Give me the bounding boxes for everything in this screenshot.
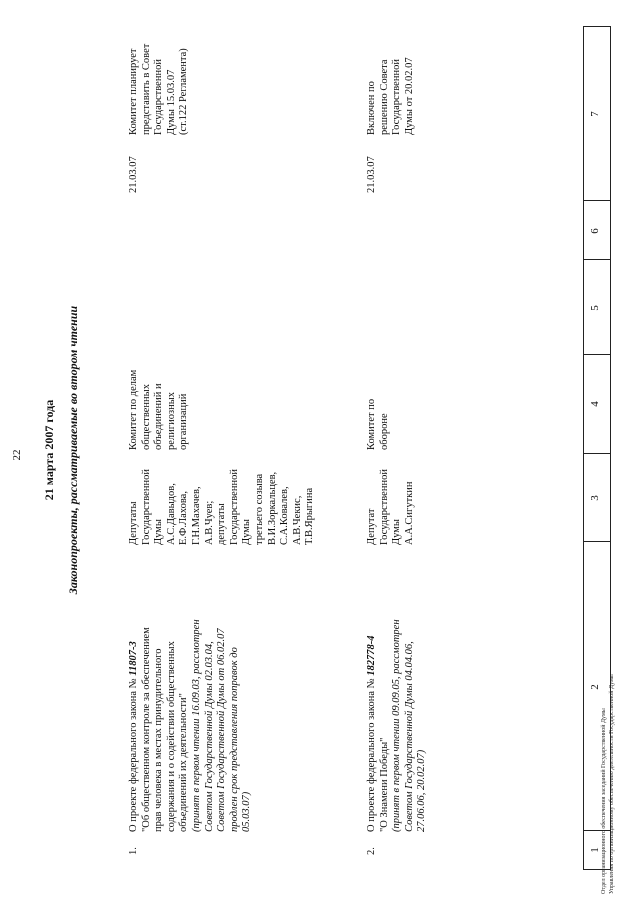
bill-title-line: прав человека в местах принудительного <box>153 648 165 832</box>
col-divider <box>583 259 611 260</box>
row-number: 1. <box>128 847 139 855</box>
column-number-3: 3 <box>589 495 601 501</box>
responsible-committee: Комитет по делам общественных объединений и религиозных организаций <box>128 369 190 450</box>
note: Комитет планирует представить в Совет Государственной Думы 15.03.07 (ст.122 Регламента) <box>128 43 190 135</box>
column-number-6: 6 <box>589 228 601 234</box>
column-number-4: 4 <box>589 401 601 407</box>
bill-history-line: Советом Государственной Думы 02.03.04, <box>203 641 215 832</box>
bill-title-line: О проекте федерального закона № 11807-3 <box>128 641 139 832</box>
bill-title-line: объединений их деятельности" <box>178 693 190 832</box>
bill-number: 11807-3 <box>128 641 139 676</box>
authors: Депутат Государственной Думы А.А.Сигуткин <box>366 469 415 545</box>
bill-title-line: О проекте федерального закона № 182778-4 <box>366 635 377 832</box>
bill-history-line: 05.03.07) <box>241 791 253 832</box>
bill-description <box>366 619 429 832</box>
footer <box>600 674 616 894</box>
col-divider <box>583 200 611 201</box>
section-heading: Законопроекты, рассматриваемые во втором чтении <box>66 305 80 595</box>
column-number-1: 1 <box>589 847 601 853</box>
footer-line: Управления по организационному обеспечению деятельности Государственной Думы <box>609 674 615 894</box>
review-date: 21.03.07 <box>128 156 139 193</box>
header-top-border <box>583 27 584 870</box>
column-number-2: 2 <box>589 684 601 690</box>
responsible-committee: Комитет по обороне <box>366 398 390 450</box>
bill-history-line: продлен срок представления поправок до <box>228 647 240 832</box>
col-divider <box>583 26 611 27</box>
page-number: 22 <box>11 449 23 461</box>
bill-history-line: Советом Государственной Думы 04.04.06, <box>403 641 415 832</box>
bill-history-line: (принят в первом чтении 16.09.03, рассмотрен <box>190 619 202 832</box>
column-number-5: 5 <box>589 305 601 311</box>
footer-line: Отдел организационного обеспечения заседаний Государственной Думы <box>601 708 607 894</box>
col-divider <box>583 453 611 454</box>
bill-history-line: 27.06.06, 20.02.07) <box>416 749 428 832</box>
bill-title-line: "Об общественном контроле за обеспечением <box>140 627 152 832</box>
col-divider <box>583 354 611 355</box>
row-number: 2. <box>366 847 377 855</box>
bill-description <box>128 619 254 832</box>
note: Включен по решению Совета Государственной Думы от 20.02.07 <box>366 57 415 135</box>
bill-history-line: Советом Государственной Думы от 06.02.07 <box>216 628 228 832</box>
bill-history-line: (принят в первом чтении 09.09.05, рассмотрен <box>391 619 403 832</box>
bill-number: 182778-4 <box>366 635 377 676</box>
col-divider <box>583 541 611 542</box>
bill-title-line: содержания и о содействии общественных <box>165 641 177 832</box>
authors: Депутаты Государственной Думы А.С.Давыдов, Е.Ф.Лахова, Г.Н.Махачев, А.В.Чуев; депутаты Государственной Думы третьего созыва В.И.Зоркальцев, С.А.Ковалев, А.В.Чекис, Т.В.Ярыгина <box>128 469 316 545</box>
review-date: 21.03.07 <box>366 156 377 193</box>
bill-title-line: "О Знамени Победы" <box>378 737 390 832</box>
date-heading: 21 марта 2007 года <box>42 399 56 501</box>
column-number-7: 7 <box>589 111 601 117</box>
